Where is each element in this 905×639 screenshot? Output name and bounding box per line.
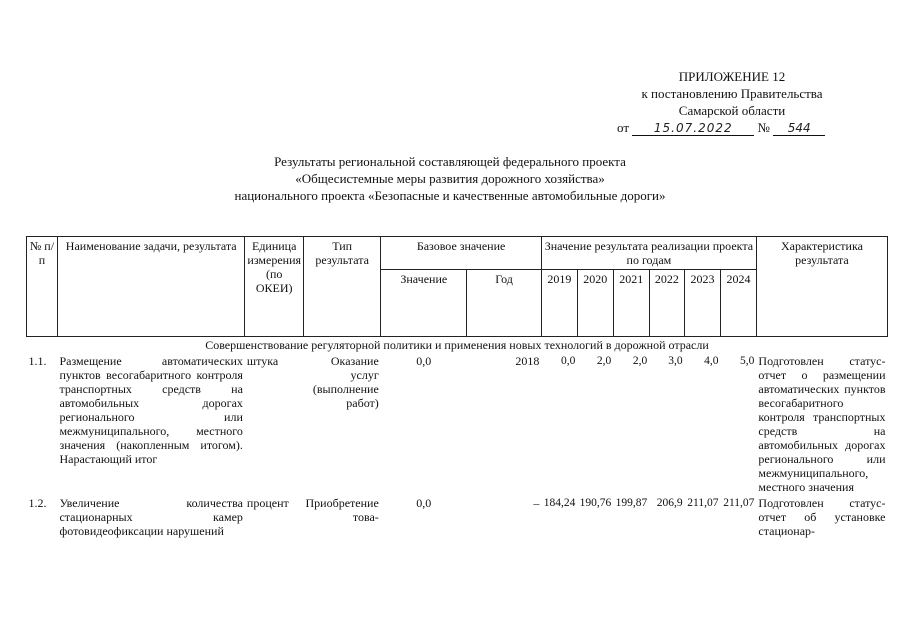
appendix-title: ПРИЛОЖЕНИЕ 12	[678, 69, 786, 84]
header-base: Базовое значение	[381, 237, 542, 270]
section-row	[27, 337, 888, 354]
row-year-value: 4,0	[704, 355, 719, 367]
results-table	[26, 236, 888, 539]
row-base-value: 0,0	[416, 496, 432, 510]
row-type: Приобретение това-	[305, 496, 379, 524]
row-year-value: 2,0	[596, 355, 612, 367]
header-year: 2023	[685, 270, 721, 337]
row-year-value: 0,0	[560, 355, 576, 367]
document-title	[130, 153, 770, 204]
title-line-1: Результаты региональной составляющей федерального проекта	[274, 154, 626, 169]
header-by-years: Значение результата реализации проекта по годам	[541, 237, 756, 270]
appendix-line-2: Самарской области	[678, 103, 786, 118]
header-char: Характеристика результата	[756, 237, 887, 337]
number-prefix: №	[757, 120, 770, 135]
row-year-value: 206,9	[656, 497, 683, 509]
table-header-row-1	[27, 237, 888, 270]
header-year: 2020	[577, 270, 613, 337]
date-prefix: от	[617, 120, 630, 135]
row-year-value: 2,0	[632, 355, 648, 367]
row-year-value: 190,76	[579, 497, 612, 509]
header-base-year: Год	[467, 270, 542, 337]
handwritten-number: 544	[773, 121, 825, 136]
table-row	[27, 495, 888, 539]
row-type: Оказание услуг (выполнение работ)	[312, 354, 379, 410]
header-num: № п/п	[27, 237, 58, 337]
row-base-year: –	[533, 496, 540, 510]
title-line-3: национального проекта «Безопасные и качественные автомобильные дороги»	[234, 188, 666, 203]
row-base-value: 0,0	[416, 354, 432, 368]
header-year: 2021	[613, 270, 649, 337]
row-name: Размещение автоматических пунктов весогабаритного контроля транспортных средств на автомобильных дорогах регионального или межмуниципального, местного значения (накопленным итогом). Нарастающий итог	[59, 354, 243, 466]
row-name: Увеличение количества стационарных камер фотовидеофиксации нарушений	[59, 496, 243, 538]
header-type: Тип результата	[304, 237, 381, 337]
section-title: Совершенствование регуляторной политики и применения новых технологий в дорожной отрасли	[205, 338, 709, 352]
table-row	[27, 353, 888, 495]
header-name: Наименование задачи, результата	[57, 237, 244, 337]
row-characteristic: Подготовлен статус-отчет об установке стационар-	[758, 496, 886, 538]
row-unit: процент	[246, 496, 289, 510]
header-year: 2019	[541, 270, 577, 337]
row-year-value: 3,0	[668, 355, 683, 367]
header-unit: Единица измерения (по ОКЕИ)	[245, 237, 304, 337]
row-year-value: 211,07	[687, 497, 719, 509]
row-characteristic: Подготовлен статус-отчет о размещении автоматических пунктов весогабаритного контроля транспортных средств на автомобильных дорогах регионального или межмуниципального, местного значения	[758, 354, 886, 494]
handwritten-date: 15.07.2022	[632, 121, 754, 136]
row-year-value: 211,07	[723, 497, 755, 509]
row-num: 1.2.	[28, 496, 47, 510]
title-line-2: «Общесистемные меры развития дорожного хозяйства»	[295, 171, 605, 186]
appendix-block	[617, 68, 847, 136]
header-year: 2024	[721, 270, 757, 337]
row-year-value: 199,87	[615, 497, 648, 509]
row-year-value: 5,0	[740, 355, 755, 367]
appendix-date-row	[617, 119, 847, 136]
row-year-value: 184,24	[543, 497, 576, 509]
header-base-value: Значение	[381, 270, 467, 337]
row-base-year: 2018	[515, 354, 540, 368]
row-unit: штука	[246, 354, 279, 368]
appendix-line-1: к постановлению Правительства	[641, 86, 823, 101]
row-num: 1.1.	[28, 354, 47, 368]
header-year: 2022	[649, 270, 684, 337]
